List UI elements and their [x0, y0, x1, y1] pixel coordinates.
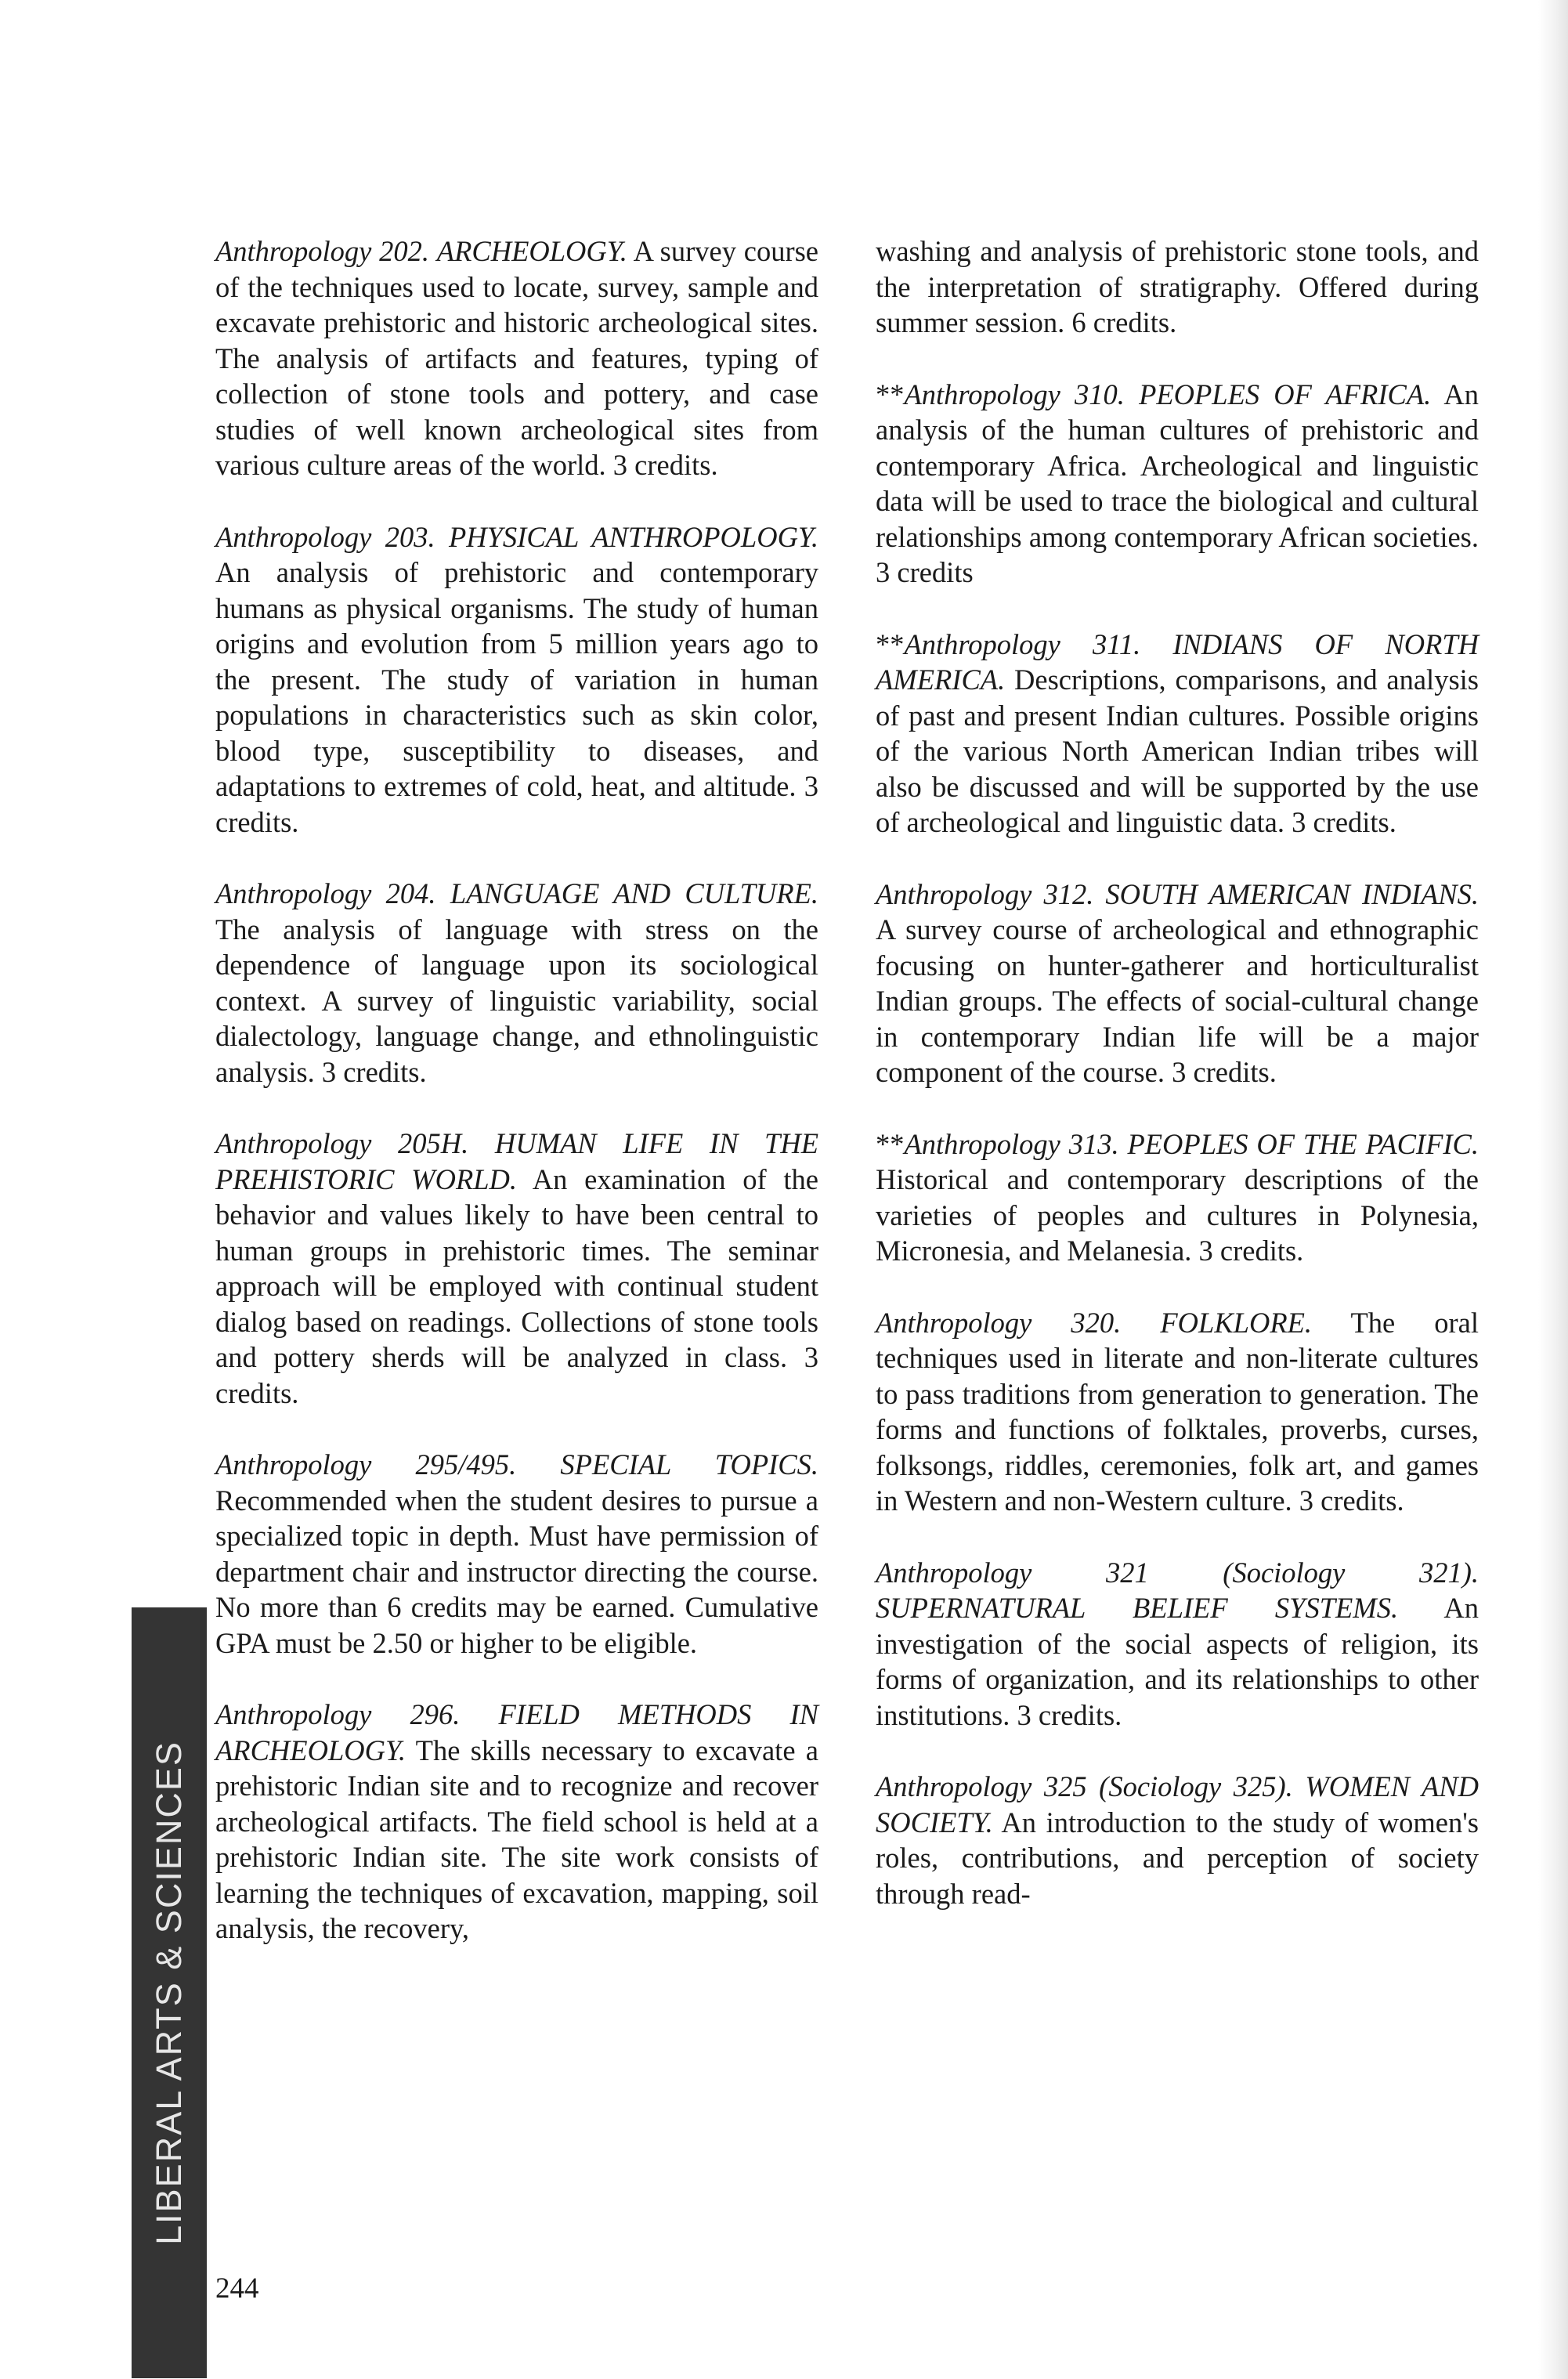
course-title: HUMAN LIFE IN THE PREHISTORIC WORLD. [215, 1127, 818, 1195]
course-title: LANGUAGE AND CULTURE. [450, 877, 818, 909]
course-entry [215, 1447, 818, 1661]
course-number: Anthropology 204. [215, 877, 436, 909]
course-entry [876, 1126, 1479, 1269]
course-number: Anthropology 321 (Sociology 321). [876, 1556, 1479, 1589]
section-side-tab [132, 1607, 207, 2378]
page-edge-shadow [1538, 0, 1568, 2379]
course-description: The skills necessary to excavate a prehistoric Indian site and to recognize and recover archeological artifacts. The field school is held at a prehistoric Indian site. The site work consists of learning the techniques of excavation, mapping, soil analysis, the recovery, [215, 1734, 818, 1944]
course-title: SOUTH AMERICAN INDIANS. [1105, 877, 1479, 910]
course-title: PEOPLES OF THE PACIFIC. [1127, 1127, 1479, 1160]
course-entry [215, 1697, 818, 1947]
course-entry [876, 377, 1479, 591]
course-entry [876, 1555, 1479, 1734]
course-description: Historical and contemporary descriptions of the varieties of peoples and cultures in Polynesia, Micronesia, and Melanesia. 3 credits. [876, 1163, 1479, 1267]
course-entry [215, 233, 818, 483]
course-description: An analysis of the human cultures of prehistoric and contemporary Africa. Archeological and linguistic data will be used to trace the biological and cultural relationships among contemporary African societies. 3 credits [876, 378, 1479, 588]
course-number: Anthropology 311. [904, 627, 1141, 660]
course-description: A survey course of the techniques used to locate, survey, sample and excavate prehistoric and historic archeological sites. The analysis of artifacts and features, typing of collection of stone tools and pottery, and case studies of well known archeological sites from various culture areas of the world. 3 credits. [215, 235, 818, 481]
course-entry [215, 876, 818, 1090]
course-entry [876, 877, 1479, 1090]
course-number: Anthropology 320. [876, 1306, 1122, 1339]
course-title: PEOPLES OF AFRICA. [1139, 378, 1432, 410]
course-entry [876, 627, 1479, 841]
course-entry [876, 1769, 1479, 1911]
course-description: washing and analysis of prehistoric stone tools, and the interpretation of stratigraphy. Offered during summer session. 6 credits. [876, 235, 1479, 338]
course-description: An investigation of the social aspects of religion, its forms of organization, and its relationships to other institutions. 3 credits. [876, 1592, 1479, 1731]
course-number: Anthropology 312. [876, 877, 1094, 910]
course-title: ARCHEOLOGY. [436, 235, 627, 267]
course-marker: ** [876, 1127, 905, 1160]
course-title: WOMEN AND SOCIETY. [876, 1770, 1479, 1838]
course-description: The oral techniques used in literate and non-literate cultures to pass traditions from generation to generation. The forms and functions of folktales, proverbs, curses, folksongs, riddles, ceremonies, folk art, and games in Western and non-Western culture. 3 credits. [876, 1306, 1479, 1517]
course-marker: ** [876, 378, 905, 410]
course-title: PHYSICAL ANTHROPOLOGY. [448, 520, 818, 553]
course-number: Anthropology 313. [904, 1127, 1119, 1160]
course-number: Anthropology 310. [904, 378, 1125, 410]
course-description: An examination of the behavior and values likely to have been central to human groups in prehistoric times. The seminar approach will be employed with continual student dialog based on readings. Collections of stone tools and pottery sherds will be analyzed in class. 3 credits. [215, 1162, 818, 1409]
course-description: An introduction to the study of women's roles, contributions, and perception of society through read- [876, 1806, 1479, 1910]
course-number: Anthropology 203. [215, 520, 435, 553]
course-description: Descriptions, comparisons, and analysis of past and present Indian cultures. Possible origins of the various North American Indian tribes will also be discussed and will be supported by the use of archeological and linguistic data. 3 credits. [876, 663, 1479, 838]
course-number: Anthropology 205H. [215, 1127, 469, 1159]
course-number: Anthropology 295/495. [215, 1448, 517, 1481]
course-description: A survey course of archeological and ethnographic focusing on hunter-gatherer and horticulturalist Indian groups. The effects of social-cultural change in contemporary Indian life will be a major component of the course. 3 credits. [876, 913, 1479, 1088]
course-title: FIELD METHODS IN ARCHEOLOGY. [215, 1698, 818, 1766]
course-title: FOLKLORE. [1160, 1306, 1313, 1339]
course-number: Anthropology 325 (Sociology 325). [876, 1770, 1293, 1802]
course-entry [215, 519, 818, 841]
course-description: Recommended when the student desires to pursue a specialized topic in depth. Must have permission of department chair and instructor directing the course. No more than 6 credits may be earned. Cumulative GPA must be 2.50 or higher to be eligible. [215, 1484, 818, 1659]
left-column [215, 233, 818, 1983]
course-number: Anthropology 296. [215, 1698, 461, 1730]
course-entry-continued [876, 233, 1479, 341]
section-side-tab-label: LIBERAL ARTS & SCIENCES [149, 1741, 189, 2245]
right-column [876, 233, 1479, 1947]
page-number: 244 [215, 2272, 259, 2305]
course-marker: ** [876, 627, 905, 660]
course-description: An analysis of prehistoric and contemporary humans as physical organisms. The study of human origins and evolution from 5 million years ago to the present. The study of variation in human populations in characteristics such as skin color, blood type, susceptibility to diseases, and adaptations to extremes of cold, heat, and altitude. 3 credits. [215, 556, 818, 838]
course-description: The analysis of language with stress on the dependence of language upon its sociological context. A survey of linguistic variability, social dialectology, language change, and ethnolinguistic analysis. 3 credits. [215, 913, 818, 1088]
course-entry [215, 1126, 818, 1411]
course-title: SUPERNATURAL BELIEF SYSTEMS. [876, 1592, 1399, 1624]
course-title: SPECIAL TOPICS. [560, 1448, 818, 1481]
course-number: Anthropology 202. [215, 235, 430, 267]
course-title: INDIANS OF NORTH AMERICA. [876, 627, 1479, 696]
course-entry [876, 1305, 1479, 1519]
